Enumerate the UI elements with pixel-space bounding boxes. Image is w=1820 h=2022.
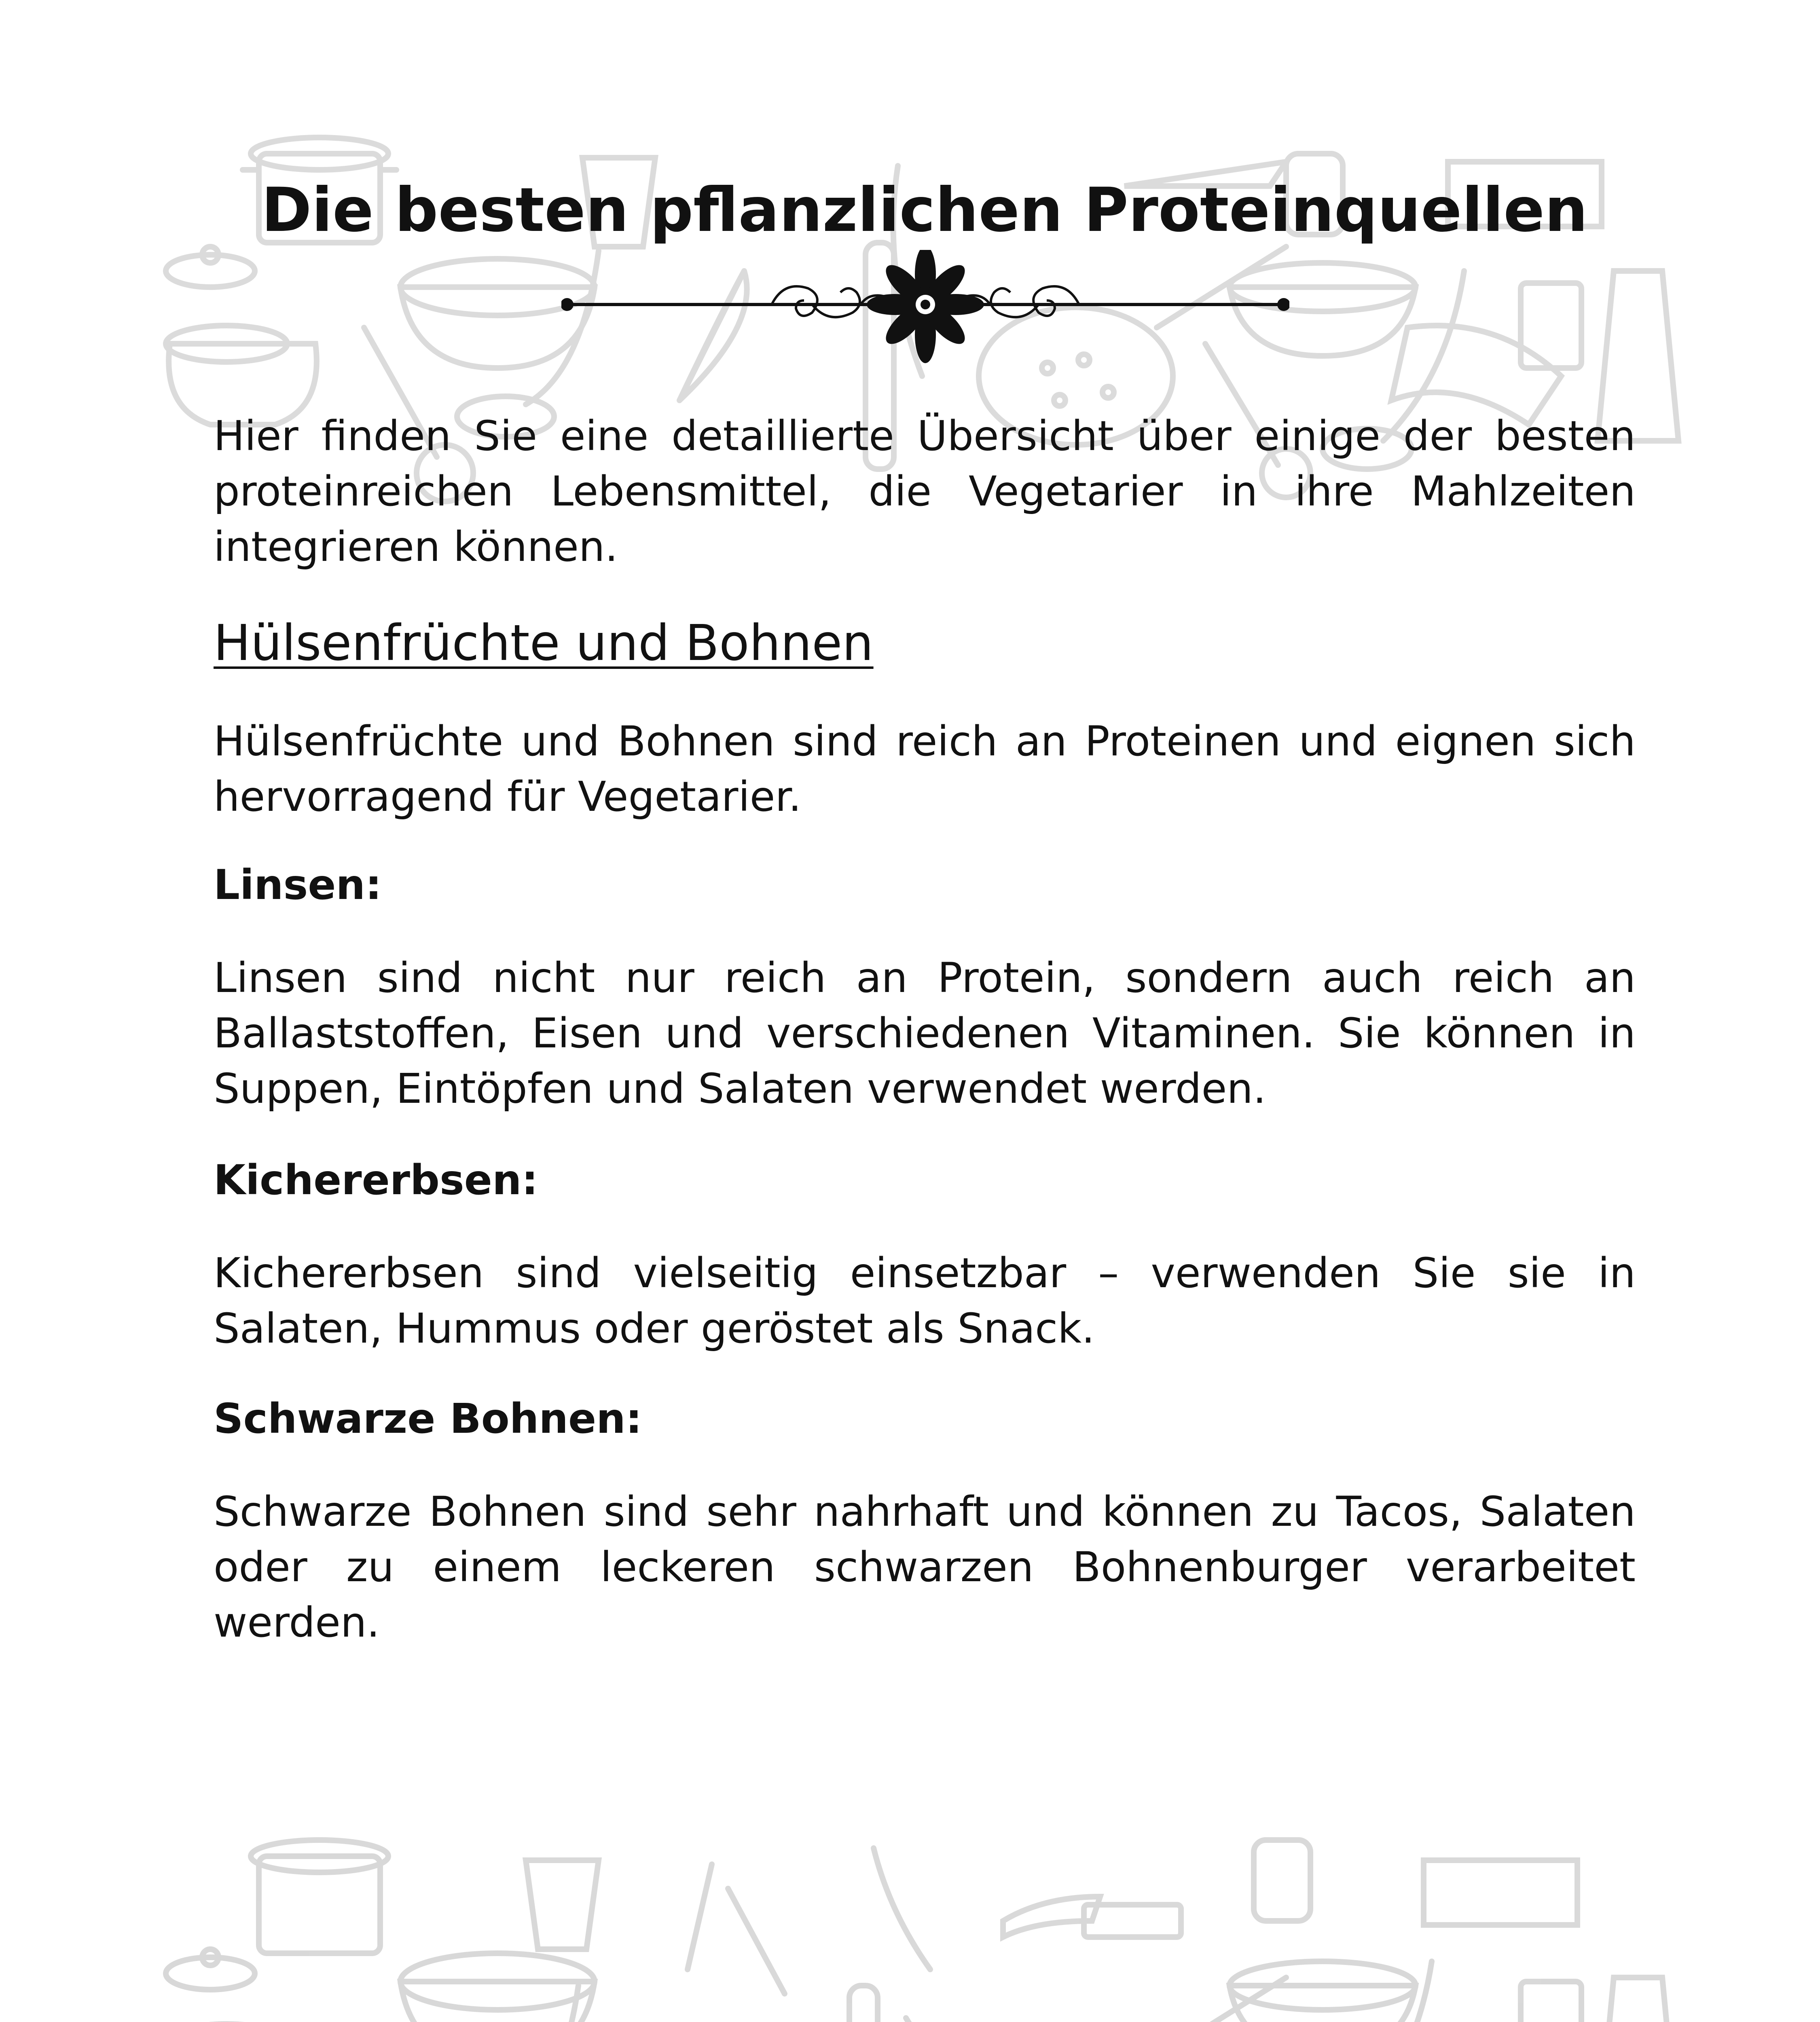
item-text-schwarze-bohnen: Schwarze Bohnen sind sehr nahrhaft und können zu Tacos, Salaten oder zu einem leckeren schwarzen Bohnenburger verarbeitet werden. bbox=[214, 1488, 1636, 1647]
kitchen-utensils-watermark-bottom bbox=[0, 1800, 1820, 2022]
flower-ornament-icon bbox=[867, 250, 984, 363]
item-text-linsen: Linsen sind nicht nur reich an Protein, sondern auch reich an Ballaststoffen, Eisen und verschiedenen Vitaminen. Sie können in Suppen, Eintöpfen und Salaten verwendet werden. bbox=[214, 954, 1636, 1113]
ornamental-divider bbox=[561, 250, 1289, 363]
item-text-kichererbsen: Kichererbsen sind vielseitig einsetzbar – verwenden Sie sie in Salaten, Hummus oder geröstet als Snack. bbox=[214, 1249, 1636, 1353]
item-label-schwarze-bohnen: Schwarze Bohnen: bbox=[214, 1395, 642, 1443]
item-label-linsen: Linsen: bbox=[214, 861, 382, 909]
item-label-kichererbsen: Kichererbsen: bbox=[214, 1156, 538, 1204]
page-title: Die besten pflanzlichen Proteinquellen bbox=[261, 175, 1588, 245]
section-heading: Hülsenfrüchte und Bohnen bbox=[214, 614, 874, 672]
section-intro-paragraph: Hülsenfrüchte und Bohnen sind reich an Proteinen und eignen sich hervorragend für Vegetarier. bbox=[214, 717, 1636, 821]
intro-paragraph: Hier finden Sie eine detaillierte Übersicht über einige der besten proteinreichen Lebensmittel, die Vegetarier in ihre Mahlzeiten integrieren können. bbox=[214, 412, 1636, 571]
